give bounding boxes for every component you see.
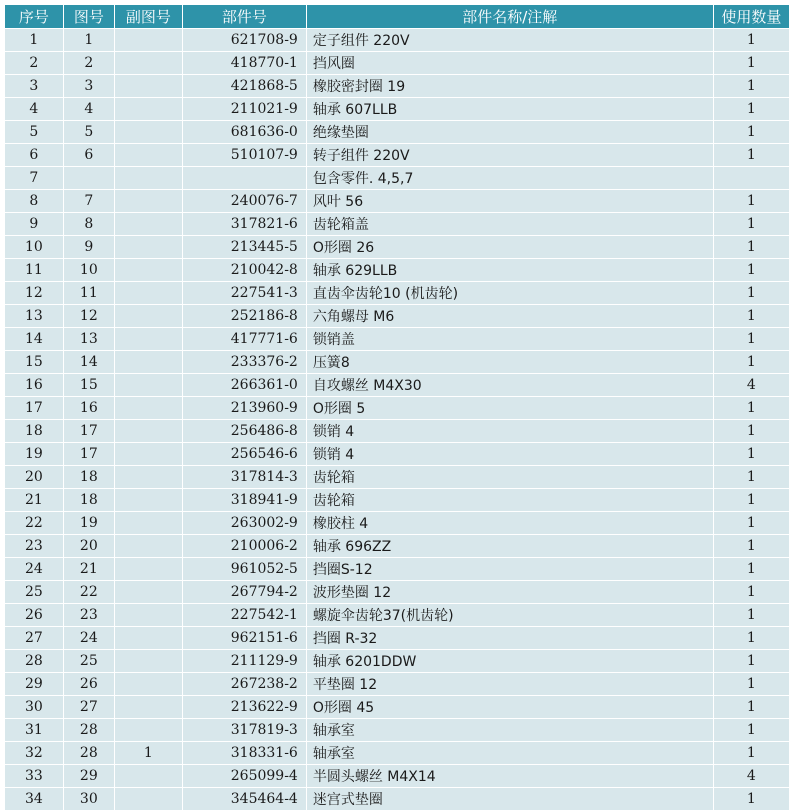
table-row — [5, 788, 790, 811]
cell-subfig — [114, 29, 182, 52]
cell-seq: 4 — [5, 98, 64, 121]
cell-seq: 34 — [5, 788, 64, 811]
cell-fig: 17 — [63, 420, 114, 443]
cell-part-no: 621708-9 — [182, 29, 306, 52]
cell-name: 橡胶密封圈 19 — [306, 75, 713, 98]
cell-part-no: 267794-2 — [182, 581, 306, 604]
header-fig: 图号 — [63, 5, 114, 29]
cell-part-no: 256486-8 — [182, 420, 306, 443]
cell-qty: 1 — [713, 259, 789, 282]
cell-fig: 7 — [63, 190, 114, 213]
table-row — [5, 581, 790, 604]
cell-part-no: 210006-2 — [182, 535, 306, 558]
cell-subfig — [114, 489, 182, 512]
cell-qty: 1 — [713, 29, 789, 52]
header-qty: 使用数量 — [713, 5, 789, 29]
cell-qty: 4 — [713, 374, 789, 397]
cell-fig: 24 — [63, 627, 114, 650]
cell-seq: 24 — [5, 558, 64, 581]
cell-fig: 27 — [63, 696, 114, 719]
cell-name: 风叶 56 — [306, 190, 713, 213]
cell-seq: 5 — [5, 121, 64, 144]
cell-fig: 5 — [63, 121, 114, 144]
table-row — [5, 351, 790, 374]
cell-qty: 1 — [713, 328, 789, 351]
cell-qty: 1 — [713, 52, 789, 75]
cell-subfig — [114, 121, 182, 144]
cell-name: O形圈 26 — [306, 236, 713, 259]
cell-fig: 9 — [63, 236, 114, 259]
cell-part-no: 317821-6 — [182, 213, 306, 236]
cell-name: 波形垫圈 12 — [306, 581, 713, 604]
cell-name: 迷宫式垫圈 — [306, 788, 713, 811]
cell-name: 齿轮箱盖 — [306, 213, 713, 236]
cell-seq: 9 — [5, 213, 64, 236]
table-row — [5, 167, 790, 190]
cell-part-no: 421868-5 — [182, 75, 306, 98]
cell-subfig — [114, 305, 182, 328]
cell-seq: 29 — [5, 673, 64, 696]
cell-name: 六角螺母 M6 — [306, 305, 713, 328]
table-row — [5, 558, 790, 581]
cell-seq: 7 — [5, 167, 64, 190]
cell-qty: 1 — [713, 558, 789, 581]
cell-seq: 11 — [5, 259, 64, 282]
table-row — [5, 282, 790, 305]
cell-subfig — [114, 144, 182, 167]
cell-qty: 1 — [713, 788, 789, 811]
table-row — [5, 765, 790, 788]
table-row — [5, 374, 790, 397]
cell-subfig — [114, 719, 182, 742]
cell-part-no: 211129-9 — [182, 650, 306, 673]
cell-subfig — [114, 236, 182, 259]
table-row — [5, 650, 790, 673]
table-row — [5, 604, 790, 627]
cell-seq: 14 — [5, 328, 64, 351]
cell-part-no: 681636-0 — [182, 121, 306, 144]
cell-subfig — [114, 535, 182, 558]
cell-part-no: 317814-3 — [182, 466, 306, 489]
cell-fig: 23 — [63, 604, 114, 627]
cell-seq: 25 — [5, 581, 64, 604]
table-row — [5, 742, 790, 765]
cell-seq: 16 — [5, 374, 64, 397]
table-row — [5, 190, 790, 213]
cell-name: 挡风圈 — [306, 52, 713, 75]
cell-fig: 20 — [63, 535, 114, 558]
cell-part-no: 233376-2 — [182, 351, 306, 374]
header-name: 部件名称/注解 — [306, 5, 713, 29]
cell-part-no: 962151-6 — [182, 627, 306, 650]
cell-part-no — [182, 167, 306, 190]
cell-subfig — [114, 581, 182, 604]
cell-qty: 4 — [713, 765, 789, 788]
cell-qty: 1 — [713, 696, 789, 719]
cell-seq: 10 — [5, 236, 64, 259]
table-row — [5, 305, 790, 328]
cell-subfig — [114, 443, 182, 466]
cell-subfig — [114, 98, 182, 121]
cell-name: O形圈 45 — [306, 696, 713, 719]
cell-name: 压簧8 — [306, 351, 713, 374]
cell-seq: 32 — [5, 742, 64, 765]
cell-fig: 25 — [63, 650, 114, 673]
cell-name: 定子组件 220V — [306, 29, 713, 52]
cell-qty: 1 — [713, 420, 789, 443]
cell-part-no: 265099-4 — [182, 765, 306, 788]
table-row — [5, 213, 790, 236]
cell-part-no: 213445-5 — [182, 236, 306, 259]
cell-part-no: 213960-9 — [182, 397, 306, 420]
table-row — [5, 719, 790, 742]
cell-seq: 20 — [5, 466, 64, 489]
cell-part-no: 227541-3 — [182, 282, 306, 305]
cell-subfig — [114, 374, 182, 397]
table-row — [5, 236, 790, 259]
table-body — [5, 29, 790, 811]
cell-subfig — [114, 558, 182, 581]
cell-fig: 4 — [63, 98, 114, 121]
cell-fig — [63, 167, 114, 190]
cell-fig: 8 — [63, 213, 114, 236]
cell-seq: 31 — [5, 719, 64, 742]
cell-seq: 22 — [5, 512, 64, 535]
cell-seq: 17 — [5, 397, 64, 420]
table-row — [5, 420, 790, 443]
table-header-row — [5, 5, 790, 29]
cell-qty: 1 — [713, 466, 789, 489]
cell-qty: 1 — [713, 650, 789, 673]
cell-seq: 23 — [5, 535, 64, 558]
cell-fig: 17 — [63, 443, 114, 466]
cell-part-no: 417771-6 — [182, 328, 306, 351]
table-row — [5, 627, 790, 650]
cell-qty: 1 — [713, 512, 789, 535]
cell-fig: 1 — [63, 29, 114, 52]
table-row — [5, 259, 790, 282]
cell-qty: 1 — [713, 489, 789, 512]
cell-subfig — [114, 328, 182, 351]
cell-fig: 15 — [63, 374, 114, 397]
cell-name: 挡圈 R-32 — [306, 627, 713, 650]
cell-qty: 1 — [713, 742, 789, 765]
cell-name: O形圈 5 — [306, 397, 713, 420]
cell-fig: 22 — [63, 581, 114, 604]
cell-fig: 16 — [63, 397, 114, 420]
cell-fig: 18 — [63, 466, 114, 489]
cell-name: 轴承室 — [306, 719, 713, 742]
cell-seq: 12 — [5, 282, 64, 305]
cell-qty: 1 — [713, 236, 789, 259]
cell-fig: 12 — [63, 305, 114, 328]
cell-subfig — [114, 420, 182, 443]
cell-qty: 1 — [713, 535, 789, 558]
table-row — [5, 52, 790, 75]
table-row — [5, 75, 790, 98]
cell-subfig — [114, 604, 182, 627]
cell-subfig — [114, 397, 182, 420]
cell-part-no: 510107-9 — [182, 144, 306, 167]
cell-qty: 1 — [713, 443, 789, 466]
table-row — [5, 29, 790, 52]
cell-name: 齿轮箱 — [306, 489, 713, 512]
cell-subfig — [114, 673, 182, 696]
cell-fig: 6 — [63, 144, 114, 167]
cell-subfig — [114, 650, 182, 673]
cell-subfig — [114, 512, 182, 535]
table-row — [5, 696, 790, 719]
cell-qty: 1 — [713, 397, 789, 420]
cell-subfig — [114, 765, 182, 788]
cell-qty: 1 — [713, 581, 789, 604]
cell-fig: 3 — [63, 75, 114, 98]
cell-qty: 1 — [713, 604, 789, 627]
cell-part-no: 318331-6 — [182, 742, 306, 765]
cell-part-no: 256546-6 — [182, 443, 306, 466]
table-row — [5, 489, 790, 512]
cell-name: 橡胶柱 4 — [306, 512, 713, 535]
cell-fig: 13 — [63, 328, 114, 351]
cell-seq: 1 — [5, 29, 64, 52]
cell-subfig — [114, 627, 182, 650]
cell-part-no: 211021-9 — [182, 98, 306, 121]
cell-qty: 1 — [713, 282, 789, 305]
cell-qty: 1 — [713, 719, 789, 742]
table-row — [5, 121, 790, 144]
cell-seq: 8 — [5, 190, 64, 213]
cell-subfig — [114, 213, 182, 236]
cell-seq: 19 — [5, 443, 64, 466]
cell-fig: 28 — [63, 719, 114, 742]
cell-qty: 1 — [713, 98, 789, 121]
cell-qty: 1 — [713, 75, 789, 98]
cell-fig: 18 — [63, 489, 114, 512]
cell-name: 转子组件 220V — [306, 144, 713, 167]
cell-name: 轴承 607LLB — [306, 98, 713, 121]
cell-seq: 13 — [5, 305, 64, 328]
cell-part-no: 252186-8 — [182, 305, 306, 328]
cell-name: 锁销盖 — [306, 328, 713, 351]
cell-subfig — [114, 788, 182, 811]
cell-part-no: 318941-9 — [182, 489, 306, 512]
cell-name: 轴承 696ZZ — [306, 535, 713, 558]
cell-name: 轴承 6201DDW — [306, 650, 713, 673]
cell-name: 平垫圈 12 — [306, 673, 713, 696]
cell-fig: 11 — [63, 282, 114, 305]
cell-subfig: 1 — [114, 742, 182, 765]
cell-part-no: 418770-1 — [182, 52, 306, 75]
cell-subfig — [114, 75, 182, 98]
cell-fig: 10 — [63, 259, 114, 282]
cell-part-no: 227542-1 — [182, 604, 306, 627]
cell-fig: 19 — [63, 512, 114, 535]
cell-qty: 1 — [713, 121, 789, 144]
cell-part-no: 263002-9 — [182, 512, 306, 535]
cell-name: 包含零件. 4,5,7 — [306, 167, 713, 190]
cell-part-no: 210042-8 — [182, 259, 306, 282]
cell-seq: 6 — [5, 144, 64, 167]
table-row — [5, 397, 790, 420]
cell-part-no: 267238-2 — [182, 673, 306, 696]
cell-name: 挡圈S-12 — [306, 558, 713, 581]
cell-fig: 28 — [63, 742, 114, 765]
cell-fig: 21 — [63, 558, 114, 581]
cell-subfig — [114, 466, 182, 489]
cell-qty: 1 — [713, 627, 789, 650]
cell-qty: 1 — [713, 351, 789, 374]
cell-subfig — [114, 190, 182, 213]
cell-seq: 21 — [5, 489, 64, 512]
table-row — [5, 535, 790, 558]
cell-seq: 28 — [5, 650, 64, 673]
table-row — [5, 144, 790, 167]
cell-name: 轴承 629LLB — [306, 259, 713, 282]
cell-part-no: 266361-0 — [182, 374, 306, 397]
cell-name: 半圆头螺丝 M4X14 — [306, 765, 713, 788]
cell-part-no: 961052-5 — [182, 558, 306, 581]
cell-seq: 26 — [5, 604, 64, 627]
cell-fig: 29 — [63, 765, 114, 788]
cell-name: 自攻螺丝 M4X30 — [306, 374, 713, 397]
cell-subfig — [114, 52, 182, 75]
cell-subfig — [114, 351, 182, 374]
table-row — [5, 673, 790, 696]
cell-subfig — [114, 282, 182, 305]
cell-subfig — [114, 696, 182, 719]
parts-list-table — [4, 4, 790, 811]
cell-subfig — [114, 259, 182, 282]
table-row — [5, 443, 790, 466]
cell-part-no: 240076-7 — [182, 190, 306, 213]
cell-qty: 1 — [713, 305, 789, 328]
cell-fig: 2 — [63, 52, 114, 75]
table-row — [5, 466, 790, 489]
cell-seq: 18 — [5, 420, 64, 443]
cell-part-no: 213622-9 — [182, 696, 306, 719]
cell-seq: 3 — [5, 75, 64, 98]
table-row — [5, 98, 790, 121]
cell-seq: 30 — [5, 696, 64, 719]
cell-name: 直齿伞齿轮10 (机齿轮) — [306, 282, 713, 305]
table-row — [5, 512, 790, 535]
cell-name: 锁销 4 — [306, 420, 713, 443]
cell-name: 轴承室 — [306, 742, 713, 765]
table-row — [5, 328, 790, 351]
cell-seq: 33 — [5, 765, 64, 788]
cell-qty: 1 — [713, 673, 789, 696]
cell-subfig — [114, 167, 182, 190]
cell-part-no: 345464-4 — [182, 788, 306, 811]
cell-seq: 27 — [5, 627, 64, 650]
cell-fig: 26 — [63, 673, 114, 696]
cell-seq: 15 — [5, 351, 64, 374]
cell-name: 螺旋伞齿轮37(机齿轮) — [306, 604, 713, 627]
cell-qty: 1 — [713, 213, 789, 236]
cell-qty: 1 — [713, 190, 789, 213]
header-part-no: 部件号 — [182, 5, 306, 29]
cell-qty: 1 — [713, 144, 789, 167]
header-seq: 序号 — [5, 5, 64, 29]
cell-name: 齿轮箱 — [306, 466, 713, 489]
cell-fig: 30 — [63, 788, 114, 811]
cell-seq: 2 — [5, 52, 64, 75]
header-subfig: 副图号 — [114, 5, 182, 29]
cell-name: 绝缘垫圈 — [306, 121, 713, 144]
cell-name: 锁销 4 — [306, 443, 713, 466]
cell-part-no: 317819-3 — [182, 719, 306, 742]
cell-qty — [713, 167, 789, 190]
cell-fig: 14 — [63, 351, 114, 374]
